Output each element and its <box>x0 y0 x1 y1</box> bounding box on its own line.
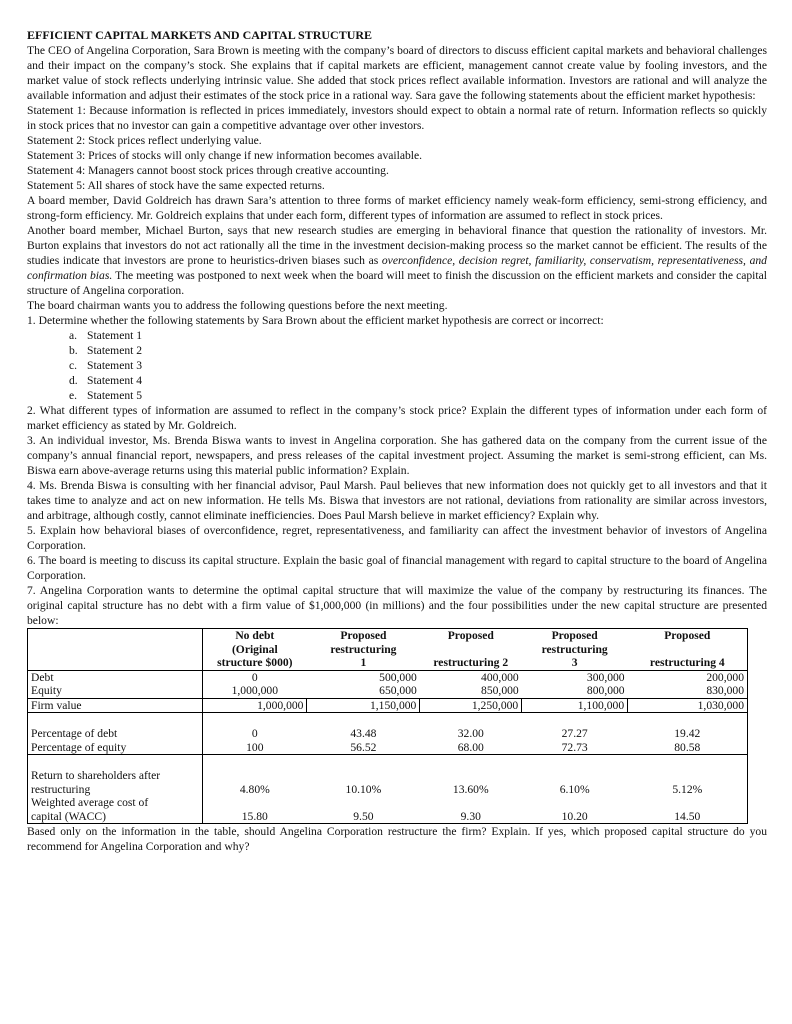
table-header-col-2: Proposed restructuring <box>307 629 420 657</box>
table-row-wacc <box>28 796 748 824</box>
table-cell: 13.60% <box>452 782 489 796</box>
statement-4: Statement 4: Managers cannot boost stock prices through creative accounting. <box>27 164 389 177</box>
table-row-return <box>28 769 748 796</box>
list-text: Statement 3 <box>87 359 143 372</box>
table-cell: 27.27 <box>561 727 588 740</box>
table-header-col-4: Proposed restructuring <box>522 629 628 657</box>
closing-question: Based only on the information in the table, should Angelina Corporation restructure the firm? Explain. If yes, which proposed capital structure do you recommend for Angelina Corporation and why? <box>27 825 767 853</box>
question-2: 2. What different types of information are assumed to reflect in the company’s stock price? Explain the different types of information under each form of market efficiency as stated by Mr. Goldreich. <box>27 404 767 432</box>
table-cell: 32.00 <box>457 727 484 740</box>
table-header-col-2-line3: 1 <box>307 656 420 670</box>
table-cell: 650,000 <box>379 684 417 697</box>
table-header-blank <box>28 629 203 657</box>
table-cell: 80.58 <box>628 741 748 755</box>
list-text: Statement 5 <box>87 389 143 402</box>
capital-structure-table <box>27 628 748 824</box>
document-title: EFFICIENT CAPITAL MARKETS AND CAPITAL STRUCTURE <box>27 28 373 42</box>
chairman-paragraph: The board chairman wants you to address the following questions before the next meeting. <box>27 299 448 312</box>
table-cell: 1,150,000 <box>307 698 420 713</box>
row-label: Equity <box>28 684 203 698</box>
table-cell: 1,100,000 <box>522 698 628 713</box>
table-cell: 1,000,000 <box>202 698 307 713</box>
list-item <box>69 343 767 358</box>
table-cell: 400,000 <box>481 670 519 684</box>
list-text: Statement 1 <box>87 329 143 342</box>
row-label: Weighted average cost of capital (WACC) <box>28 796 203 824</box>
table-cell: 1,030,000 <box>628 698 748 713</box>
question-6: 6. The board is meeting to discuss its capital structure. Explain the basic goal of financial management with regard to capital structure to the board of Angelina Corporation. <box>27 554 767 582</box>
table-header-col-3-line3: restructuring 2 <box>420 656 522 670</box>
list-text: Statement 2 <box>87 344 143 357</box>
table-header-col-1-line3: structure $000) <box>202 656 307 670</box>
table-cell: 43.48 <box>350 727 377 740</box>
table-cell: 300,000 <box>586 670 625 684</box>
statement-5: Statement 5: All shares of stock have the same expected returns. <box>27 179 325 192</box>
list-letter: e. <box>69 389 78 402</box>
table-cell: 200,000 <box>628 670 748 684</box>
table-cell: 72.73 <box>522 741 628 755</box>
table-cell: 1,000,000 <box>231 684 278 697</box>
table-cell: 10.10% <box>345 782 382 796</box>
table-cell: 56.52 <box>307 741 420 755</box>
statement-1: Statement 1: Because information is reflected in prices immediately, investors should expect to obtain a normal rate of return. Information reflects so quickly in stock prices that no investor can gain a competitive advantage over other investors. <box>27 104 767 132</box>
document-page <box>27 28 767 854</box>
list-letter: d. <box>69 374 78 387</box>
statement-2: Statement 2: Stock prices reflect underlying value. <box>27 134 262 147</box>
table-header-row <box>28 629 748 657</box>
table-row-percentage-debt <box>28 727 748 741</box>
burton-paragraph <box>27 223 767 298</box>
question-3: 3. An individual investor, Ms. Brenda Biswa wants to invest in Angelina corporation. She has gathered data on the company from the current issue of the company’s annual financial report, newspapers, and press releases of the capital investment project. Assuming the market is semi-strong efficient, can Ms. Biswa earn above-average returns using this material public information? Explain. <box>27 434 767 477</box>
table-header-col-5: Proposed <box>628 629 748 657</box>
table-cell: 500,000 <box>379 670 417 684</box>
table-cell: 830,000 <box>628 684 748 698</box>
table-cell: 9.30 <box>420 796 522 824</box>
row-label: Percentage of debt <box>28 727 203 741</box>
table-spacer <box>28 755 748 770</box>
table-cell: 850,000 <box>481 684 519 697</box>
question-1: 1. Determine whether the following statements by Sara Brown about the efficient market hypothesis are correct or incorrect: <box>27 314 604 327</box>
table-cell: 19.42 <box>628 727 748 741</box>
burton-text-after: The meeting was postponed to next week when the board will meet to finish the discussion on the efficient markets and consider the capital structure of Angelina corporation. <box>27 269 767 297</box>
table-row-percentage-equity <box>28 741 748 755</box>
table-cell: 14.50 <box>628 796 748 824</box>
table-cell: 6.10% <box>559 782 590 796</box>
table-row-debt <box>28 670 748 684</box>
list-letter: b. <box>69 344 78 357</box>
table-cell: 1,250,000 <box>420 698 522 713</box>
table-cell: 800,000 <box>586 684 625 697</box>
question-7: 7. Angelina Corporation wants to determine the optimal capital structure that will maximize the value of the company by restructuring its finances. The original capital structure has no debt with a firm value of $1,000,000 (in millions) and the four possibilities under the new capital structure are presented below: <box>27 584 767 627</box>
table-cell: 10.20 <box>522 796 628 824</box>
list-item <box>69 388 767 403</box>
question-4: 4. Ms. Brenda Biswa is consulting with her financial advisor, Paul Marsh. Paul believes that new information does not quickly get to all investors and that it takes time to analyze and act on new information. He tells Ms. Biswa that investors are not rational, deviations from rationality are similar across investors, and arbitrage, although costly, cannot eliminate inefficiencies. Does Paul Marsh believe in market efficiency? Explain why. <box>27 479 767 522</box>
table-cell: 68.00 <box>420 741 522 755</box>
row-label: Return to shareholders after restructuring <box>28 769 203 796</box>
table-cell: 100 <box>202 741 307 755</box>
table-cell: 9.50 <box>307 796 420 824</box>
table-row-equity <box>28 684 748 698</box>
table-cell: 0 <box>251 727 258 740</box>
goldreich-paragraph: A board member, David Goldreich has drawn Sara’s attention to three forms of market efficiency namely weak-form efficiency, semi-strong efficiency, and strong-form efficiency. Mr. Goldreich explains that under each form, different types of information are assumed to reflect in stock prices. <box>27 194 767 222</box>
table-row-firm-value <box>28 698 748 713</box>
burton-biases-italic: overconfidence, decision regret, familiarity, conservatism, representativeness, and confirmation bias. <box>27 254 767 282</box>
burton-text-before: Another board member, Michael Burton, says that new research studies are emerging in behavioral finance that question the rationality of investors. Mr. Burton explains that investors do not act rationally all the time in the investment decision-making process so the market cannot be efficient. The results of the studies indicate that investors are prone to heuristics-driven biases such as <box>27 224 767 267</box>
table-header-col-5-line3: restructuring 4 <box>628 656 748 670</box>
table-header-col-1: No debt (Original <box>202 629 307 657</box>
intro-paragraph: The CEO of Angelina Corporation, Sara Brown is meeting with the company’s board of directors to discuss efficient capital markets and behavioral challenges and their impact on the company’s stock. She explains that if capital markets are efficient, management cannot create value by fooling investors, and the market value of stock reflects underlying intrinsic value. She added that stock prices reflect available information. Investors are rational and will analyze the available information and adjust their estimates of the stock price in a rational way. Sara gave the following statements about the efficient market hypothesis: <box>27 44 767 102</box>
list-item <box>69 358 767 373</box>
list-item <box>69 328 767 343</box>
table-header-row-bottom <box>28 656 748 670</box>
list-text: Statement 4 <box>87 374 143 387</box>
list-letter: a. <box>69 329 78 342</box>
row-label: Debt <box>28 670 203 684</box>
table-header-col-3: Proposed <box>420 629 522 657</box>
list-letter: c. <box>69 359 78 372</box>
row-label: Percentage of equity <box>28 741 203 755</box>
table-cell: 5.12% <box>628 769 748 796</box>
table-cell: 4.80% <box>239 782 270 796</box>
table-header-blank <box>28 656 203 670</box>
row-label: Firm value <box>28 698 203 713</box>
table-cell: 0 <box>251 670 258 684</box>
table-header-col-4-line3: 3 <box>522 656 628 670</box>
statement-3: Statement 3: Prices of stocks will only change if new information becomes available. <box>27 149 423 162</box>
question-5: 5. Explain how behavioral biases of overconfidence, regret, representativeness, and familiarity can affect the investment behavior of investors of Angelina Corporation. <box>27 524 767 552</box>
table-spacer <box>28 713 748 728</box>
list-item <box>69 373 767 388</box>
question-1-sublist <box>27 328 767 403</box>
table-cell: 15.80 <box>202 796 307 824</box>
